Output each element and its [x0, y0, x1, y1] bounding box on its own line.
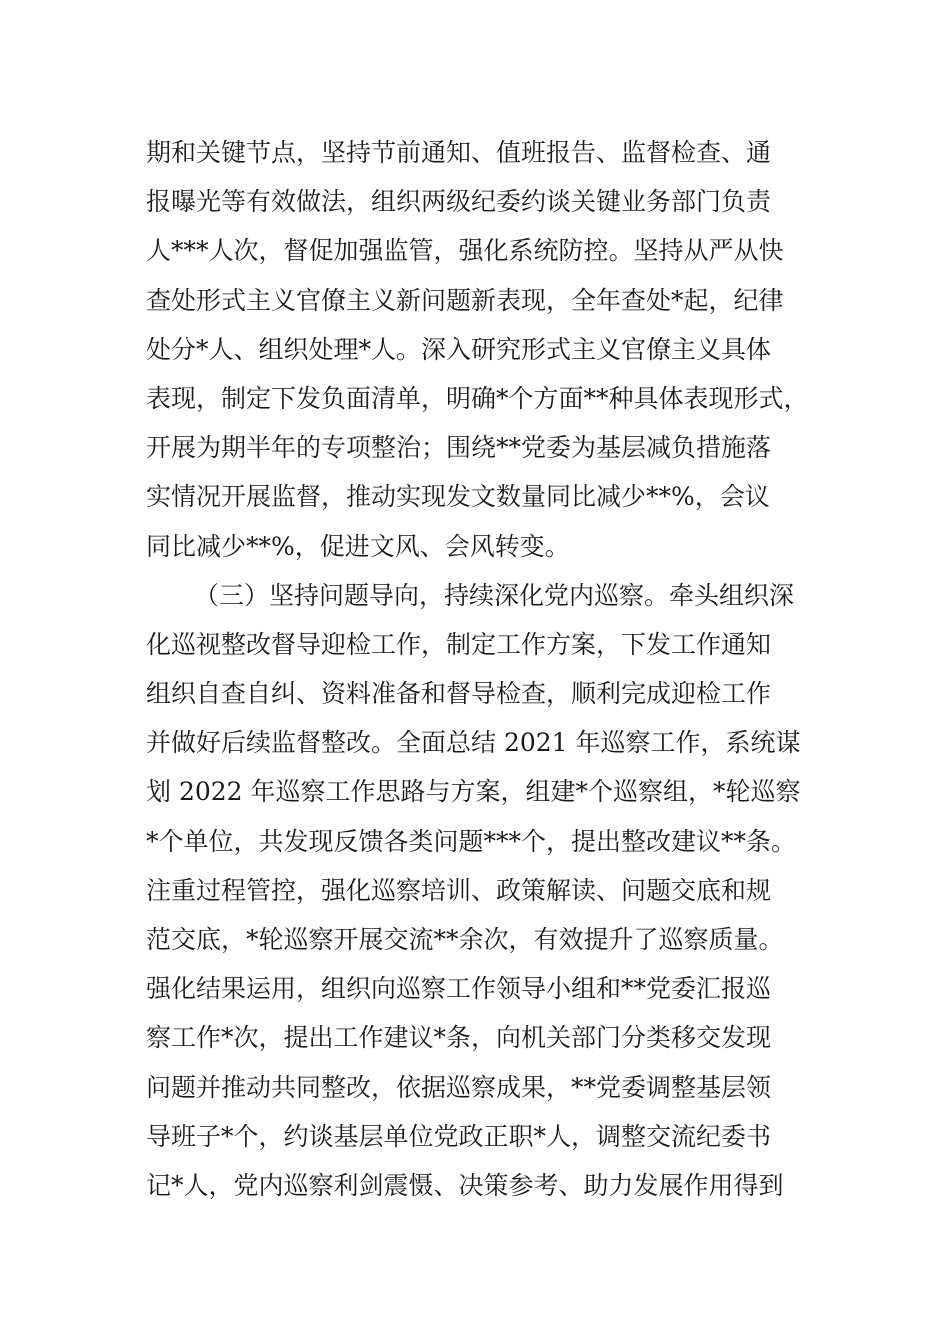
text-line: 查处形式主义官僚主义新问题新表现，全年查处*起，纪律	[146, 285, 784, 315]
text-line: 记*人，党内巡察利剑震慑、决策参考、助力发展作用得到	[146, 1170, 784, 1200]
text-line: 察工作*次，提出工作建议*条，向机关部门分类移交发现	[146, 1023, 772, 1053]
text-line: 实情况开展监督，推动实现发文数量同比减少**%，会议	[146, 482, 770, 512]
text-line: 注重过程管控，强化巡察培训、政策解读、问题交底和规	[146, 875, 772, 905]
text-line: 表现，制定下发负面清单，明确*个方面**种具体表现形式，	[146, 383, 809, 413]
text-line: 强化结果运用，组织向巡察工作领导小组和**党委汇报巡	[146, 974, 772, 1004]
text-line: 期和关键节点，坚持节前通知、值班报告、监督检查、通	[146, 138, 772, 167]
text-line: 报曝光等有效做法，组织两级纪委约谈关键业务部门负责	[146, 187, 772, 217]
text-line: 问题并推动共同整改，依据巡察成果，**党委调整基层领	[146, 1072, 772, 1102]
text-line: 处分*人、组织处理*人。深入研究形式主义官僚主义具体	[146, 334, 772, 364]
text-line: 同比减少**%，促进文风、会风转变。	[146, 531, 570, 561]
text-line: 开展为期半年的专项整治；围绕**党委为基层减负措施落	[146, 433, 772, 463]
section-heading-line: （三）坚持问题导向，持续深化党内巡察。牵头组织深	[194, 580, 795, 610]
text-line: 化巡视整改督导迎检工作，制定工作方案，下发工作通知	[146, 629, 772, 659]
text-line: 人***人次，督促加强监管，强化系统防控。坚持从严从快	[146, 236, 784, 266]
text-line: 导班子*个，约谈基层单位党政正职*人，调整交流纪委书	[146, 1121, 772, 1151]
body-text	[146, 128, 836, 1210]
text-line: 范交底，*轮巡察开展交流**余次，有效提升了巡察质量。	[146, 925, 784, 954]
text-line: 划 2022 年巡察工作思路与方案，组建*个巡察组，*轮巡察	[146, 777, 801, 807]
text-line: 并做好后续监督整改。全面总结 2021 年巡察工作，系统谋	[146, 728, 801, 758]
text-line: *个单位，共发现反馈各类问题***个，提出整改建议**条。	[146, 826, 797, 856]
text-line: 组织自查自纠、资料准备和督导检查，顺利完成迎检工作	[146, 679, 772, 709]
